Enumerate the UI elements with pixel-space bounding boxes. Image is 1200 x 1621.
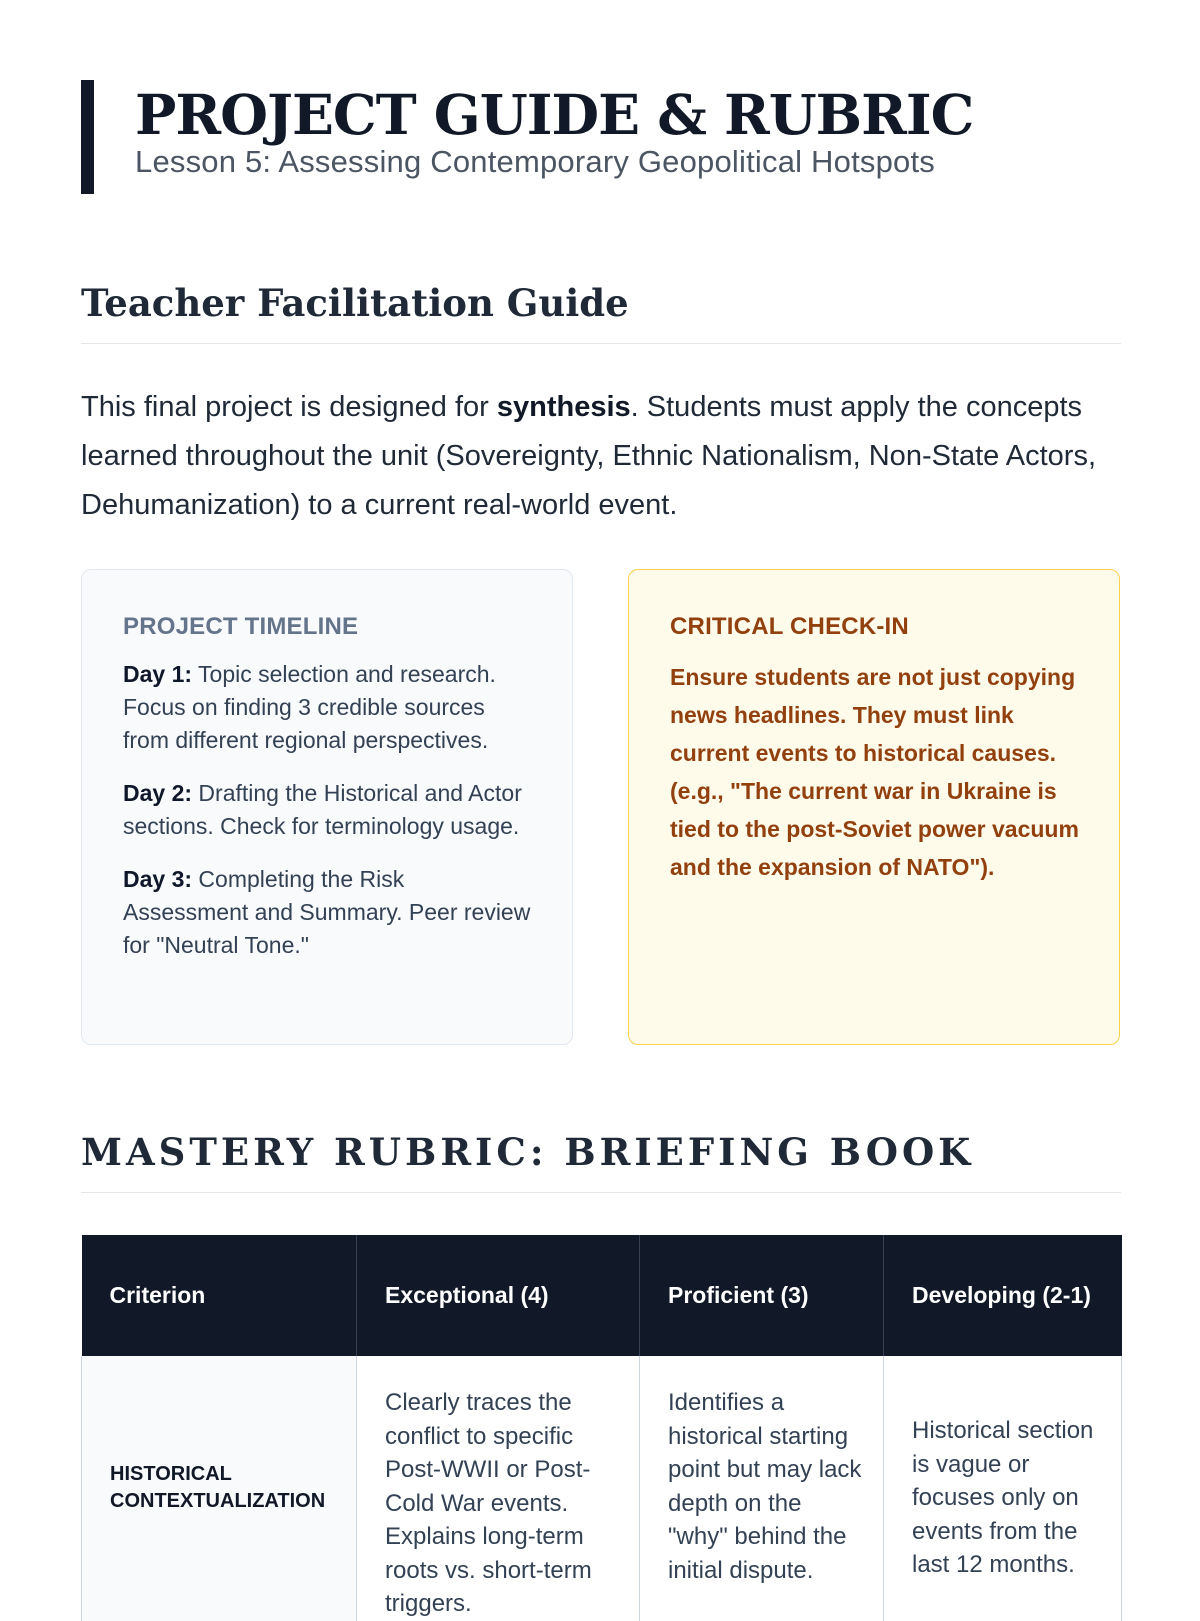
- rubric-header-row: [82, 1235, 1122, 1356]
- rubric-proficient-cell: Identifies a historical starting point but may lack depth on the "why" behind the initial dispute.: [640, 1356, 884, 1621]
- intro-paragraph: [81, 383, 1121, 530]
- critical-checkin-card: [628, 569, 1120, 1045]
- rubric-heading: MASTERY RUBRIC: BRIEFING BOOK: [81, 1124, 1121, 1193]
- intro-emphasis: synthesis: [496, 391, 631, 423]
- facilitation-guide-heading: Teacher Facilitation Guide: [81, 275, 1121, 344]
- checkin-title: CRITICAL CHECK-IN: [670, 613, 909, 640]
- checkin-text: Ensure students are not just copying news headlines. They must link current events to historical causes. (e.g., "The current war in Ukraine is tied to the post-Soviet power vacuum and the expansion of NATO").: [670, 664, 1079, 880]
- rubric-header-criterion: Criterion: [82, 1235, 357, 1356]
- day-label: Day 2:: [123, 780, 193, 806]
- table-row: [82, 1356, 1122, 1621]
- rubric-developing-cell: Historical section is vague or focuses only on events from the last 12 months.: [884, 1356, 1122, 1621]
- timeline-day-2: [123, 777, 532, 843]
- rubric-header-developing: Developing (2-1): [884, 1235, 1122, 1356]
- day-text: Drafting the Historical and Actor sections. Check for terminology usage.: [123, 780, 522, 839]
- day-text: Completing the Risk Assessment and Summary. Peer review for "Neutral Tone.": [123, 866, 531, 958]
- timeline-title: PROJECT TIMELINE: [123, 613, 359, 640]
- timeline-day-3: [123, 863, 532, 962]
- timeline-day-1: [123, 658, 532, 757]
- rubric-header-exceptional: Exceptional (4): [357, 1235, 640, 1356]
- mastery-rubric-table: [81, 1235, 1122, 1621]
- project-timeline-card: [81, 569, 573, 1045]
- rubric-exceptional-cell: Clearly traces the conflict to specific Post-WWII or Post-Cold War events. Explains long-term roots vs. short-term triggers.: [357, 1356, 640, 1621]
- intro-text-after: . Students must apply the concepts learned throughout the unit (Sovereignty, Ethnic Nationalism, Non-State Actors, Dehumanization) to a current real-world event.: [81, 391, 1097, 521]
- page-title: PROJECT GUIDE & RUBRIC: [135, 82, 974, 147]
- day-label: Day 1:: [123, 661, 193, 687]
- day-text: Topic selection and research. Focus on finding 3 credible sources from different regional perspectives.: [123, 661, 496, 753]
- rubric-criterion-cell: HISTORICAL CONTEXTUALIZATION: [82, 1356, 357, 1621]
- page-subtitle: Lesson 5: Assessing Contemporary Geopolitical Hotspots: [135, 144, 935, 179]
- day-label: Day 3:: [123, 866, 193, 892]
- rubric-header-proficient: Proficient (3): [640, 1235, 884, 1356]
- document-header: [81, 80, 1121, 194]
- intro-text-before: This final project is designed for: [81, 391, 497, 423]
